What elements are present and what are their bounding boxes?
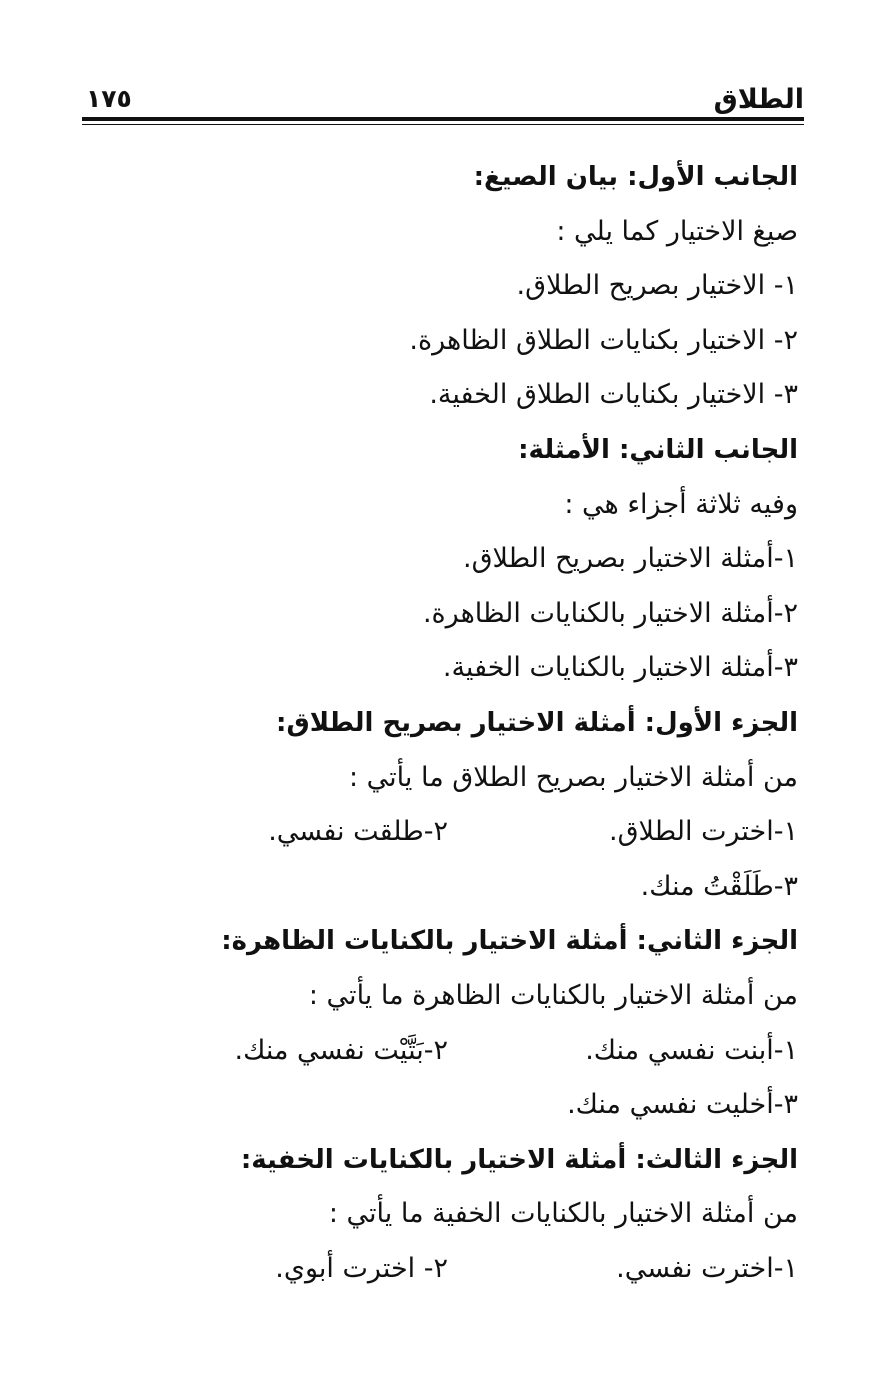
chapter-title: الطلاق xyxy=(713,84,804,115)
list-item-pair xyxy=(82,1242,798,1297)
list-item: ١-أبنت نفسي منك. xyxy=(585,1034,798,1066)
list-item: ١-اخترت نفسي. xyxy=(616,1252,798,1284)
list-item: ٢- الاختيار بكنايات الطلاق الظاهرة. xyxy=(409,324,798,356)
list-item: ٢- اخترت أبوي. xyxy=(275,1252,448,1284)
section-heading: الجزء الثالث: أمثلة الاختيار بالكنايات الخفية: xyxy=(240,1144,798,1175)
section-heading: الجزء الثاني: أمثلة الاختيار بالكنايات الظاهرة: xyxy=(221,926,798,957)
section-heading: الجانب الثاني: الأمثلة: xyxy=(518,434,798,465)
list-item: ٢-أمثلة الاختيار بالكنايات الظاهرة. xyxy=(422,597,798,629)
header-rule-thick xyxy=(82,117,804,121)
list-item: ١-اخترت الطلاق. xyxy=(608,816,798,848)
list-item: ٢-طلقت نفسي. xyxy=(268,816,448,848)
list-item-pair xyxy=(82,1024,798,1079)
page-number: ١٧٥ xyxy=(86,84,132,113)
list-item: ١-أمثلة الاختيار بصريح الطلاق. xyxy=(463,543,798,575)
paragraph: وفيه ثلاثة أجزاء هي : xyxy=(564,488,798,520)
list-item: ٣-طَلَقْتُ منك. xyxy=(640,870,798,902)
paragraph: من أمثلة الاختيار بالكنايات الظاهرة ما يأتي : xyxy=(308,979,798,1011)
header-rule-thin xyxy=(82,124,804,125)
section-heading: الجزء الأول: أمثلة الاختيار بصريح الطلاق: xyxy=(276,707,798,738)
list-item: ٣-أخليت نفسي منك. xyxy=(567,1089,798,1121)
paragraph: من أمثلة الاختيار بالكنايات الخفية ما يأتي : xyxy=(328,1198,798,1230)
page-body xyxy=(82,150,798,1296)
list-item: ٣- الاختيار بكنايات الطلاق الخفية. xyxy=(429,379,798,411)
list-item-pair xyxy=(82,805,798,860)
paragraph: صيغ الاختيار كما يلي : xyxy=(556,215,798,247)
paragraph: من أمثلة الاختيار بصريح الطلاق ما يأتي : xyxy=(348,761,798,793)
list-item: ٢-بَتَّيْت نفسي منك. xyxy=(234,1034,448,1066)
section-heading: الجانب الأول: بيان الصيغ: xyxy=(473,162,798,192)
list-item: ١- الاختيار بصريح الطلاق. xyxy=(516,270,798,302)
list-item: ٣-أمثلة الاختيار بالكنايات الخفية. xyxy=(442,652,798,684)
